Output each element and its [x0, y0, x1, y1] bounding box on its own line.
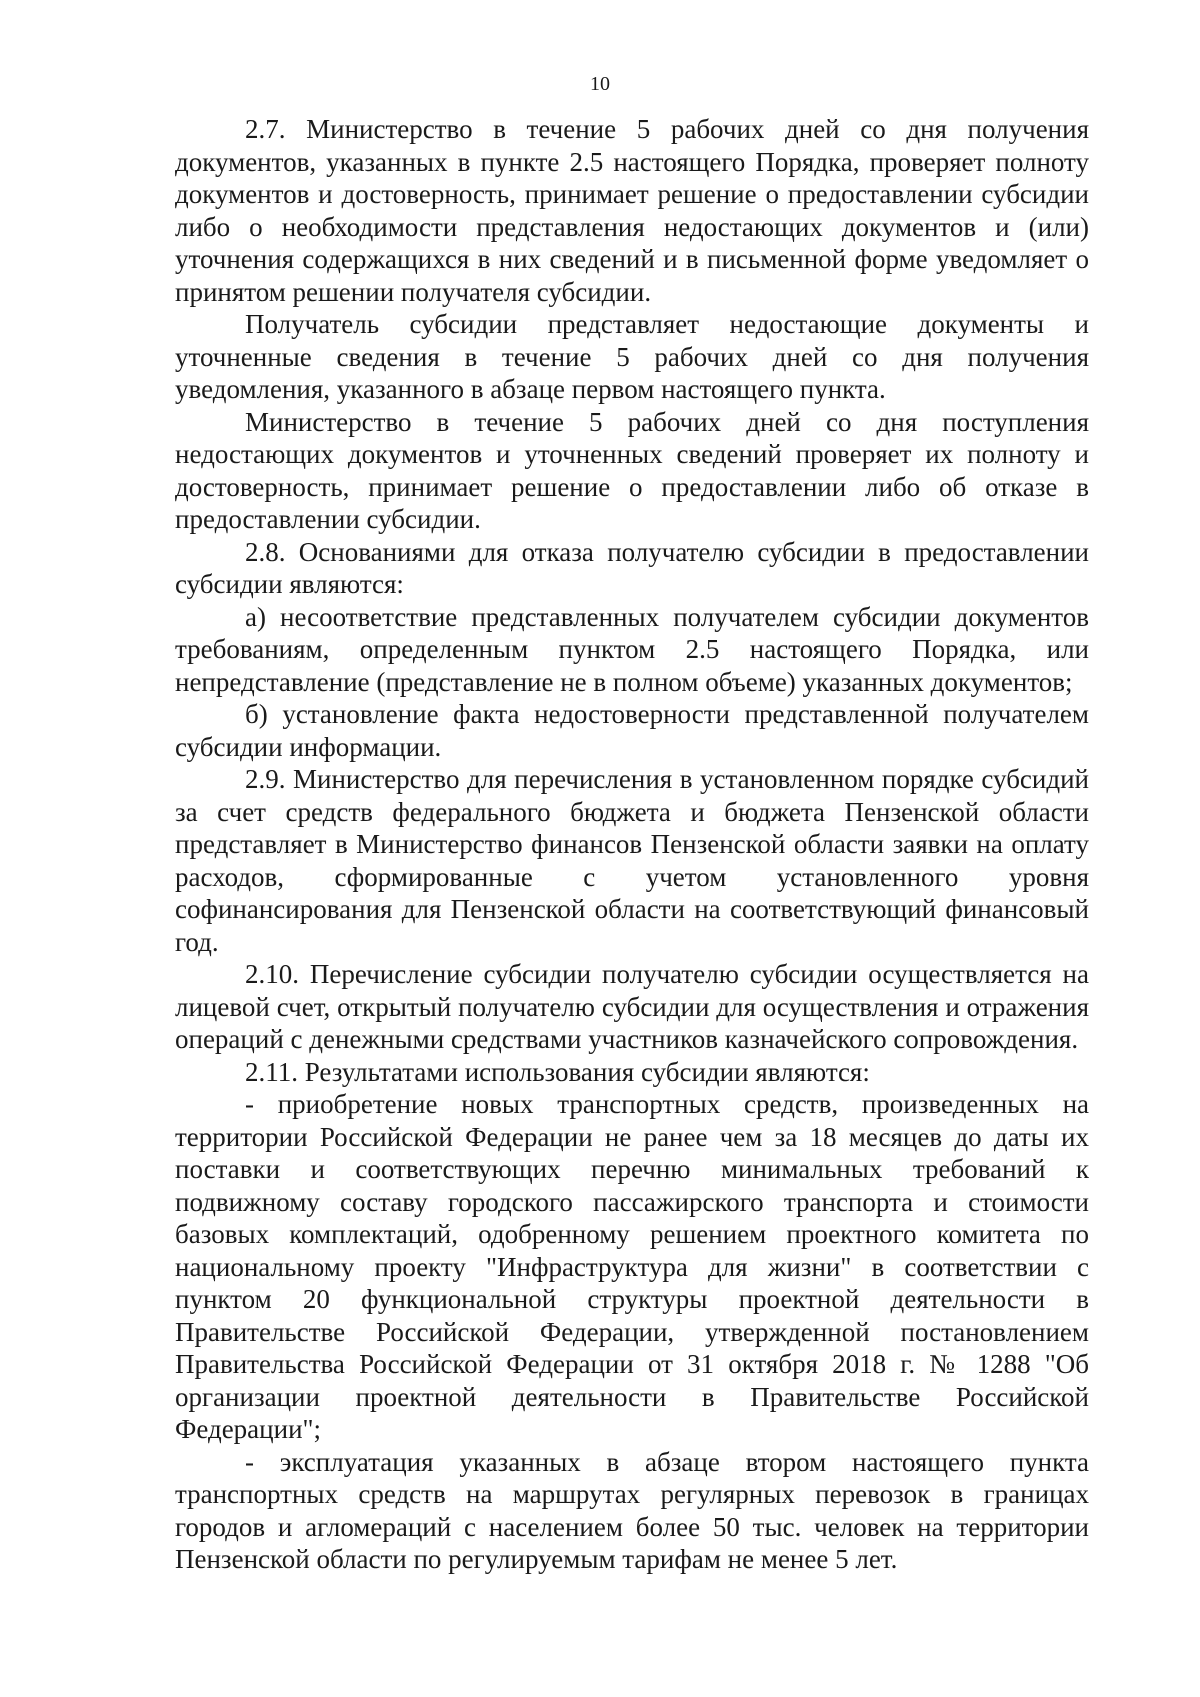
paragraph-ministry-checks: Министерство в течение 5 рабочих дней со дня поступления недостающих документов и уточненных сведений проверяет их полноту и достоверность, принимает решение о предоставлении либо об отказе в предоставлении субсидии. — [175, 406, 1089, 534]
paragraph-2-8-b: б) установление факта недостоверности представленной получателем субсидии информации. — [175, 699, 1089, 762]
paragraph-2-8: 2.8. Основаниями для отказа получателю субсидии в предоставлении субсидии являются: — [175, 536, 1089, 599]
paragraph-recipient-submits: Получатель субсидии представляет недостающие документы и уточненные сведения в течение 5 рабочих дней со дня получения уведомления, указанного в абзаце первом настоящего пункта. — [175, 309, 1089, 404]
page-number: 10 — [590, 73, 610, 95]
paragraph-2-11-item-2: - эксплуатация указанных в абзаце втором настоящего пункта транспортных средств на маршрутах регулярных перевозок в границах городов и агломераций с населением более 50 тыс. человек на территории Пензенской области по регулируемым тарифам не менее 5 лет. — [175, 1446, 1089, 1574]
paragraph-2-11: 2.11. Результатами использования субсидии являются: — [245, 1056, 870, 1087]
document-body — [175, 113, 1089, 1576]
paragraph-2-8-a: а) несоответствие представленных получателем субсидии документов требованиям, определенным пунктом 2.5 настоящего Порядка, или непредставление (представление не в полном объеме) указанных документов; — [175, 601, 1089, 697]
paragraph-2-11-item-1: - приобретение новых транспортных средств, произведенных на территории Российской Федерации не ранее чем за 18 месяцев до даты их поставки и соответствующих перечню минимальных требований к подвижному составу городского пассажирского транспорта и стоимости базовых комплектаций, одобренному решением проектного комитета по национальному проекту "Инфраструктура для жизни" в соответствии с пунктом 20 функциональной структуры проектной деятельности в Правительстве Российской Федерации, утвержденной постановлением Правительства Российской Федерации от 31 октября 2018 г. № 1288 "Об организации проектной деятельности в Правительстве Российской Федерации"; — [175, 1089, 1089, 1444]
paragraph-2-7: 2.7. Министерство в течение 5 рабочих дней со дня получения документов, указанных в пункте 2.5 настоящего Порядка, проверяет полноту документов и достоверность, принимает решение о предоставлении субсидии либо о необходимости представления недостающих документов и (или) уточнения содержащихся в них сведений и в письменной форме уведомляет о принятом решении получателя субсидии. — [175, 114, 1089, 307]
paragraph-2-9: 2.9. Министерство для перечисления в установленном порядке субсидий за счет средств федерального бюджета и бюджета Пензенской области представляет в Министерство финансов Пензенской области заявки на оплату расходов, сформированные с учетом установленного уровня софинансирования для Пензенской области на соответствующий финансовый год. — [175, 764, 1089, 957]
paragraph-2-10: 2.10. Перечисление субсидии получателю субсидии осуществляется на лицевой счет, открытый получателю субсидии для осуществления и отражения операций с денежными средствами участников казначейского сопровождения. — [175, 959, 1089, 1054]
